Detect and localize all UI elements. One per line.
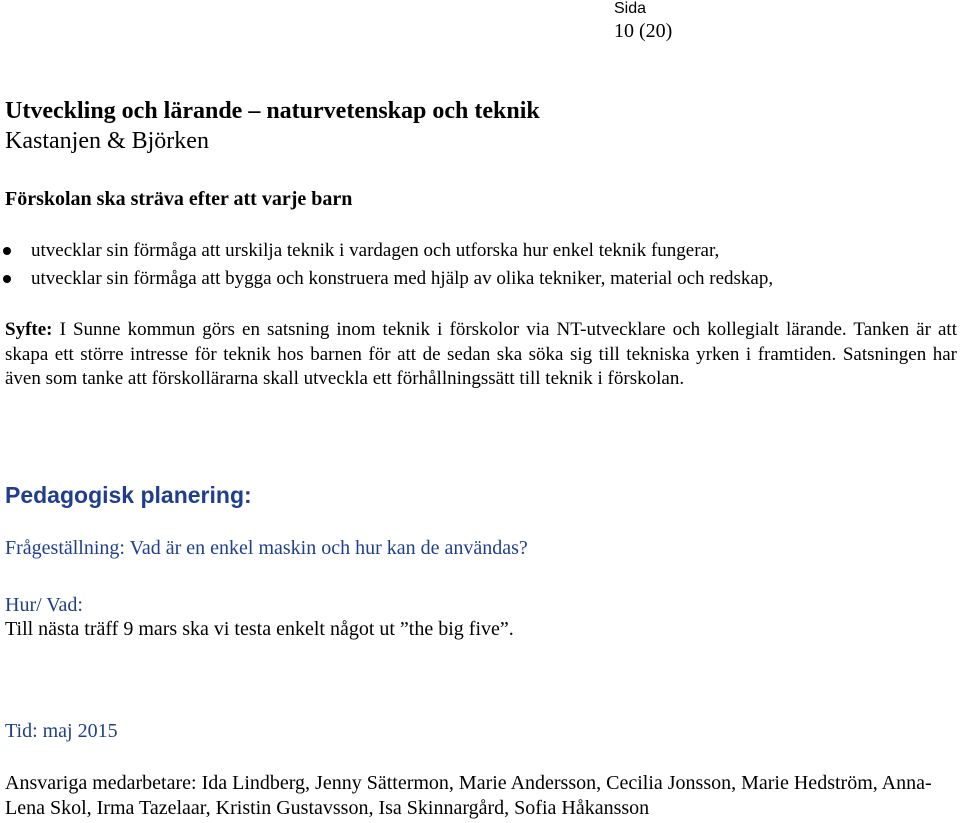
question-line: Frågeställning: Vad är en enkel maskin och hur kan de användas? <box>5 537 528 559</box>
bullet-icon <box>3 275 11 283</box>
goal-list-item <box>31 239 719 263</box>
goal-heading: Förskolan ska sträva efter att varje barn <box>5 188 353 210</box>
document-title: Utveckling och lärande – naturvetenskap och teknik <box>5 98 540 124</box>
page-number: 10 (20) <box>614 20 673 42</box>
responsible-staff: Ansvariga medarbetare: Ida Lindberg, Jenny Sättermon, Marie Andersson, Cecilia Jonsson, Marie Hedström, Anna-Lena Skol, Irma Tazelaar, Kristin Gustavsson, Isa Skinnargård, Sofia Håkansson <box>5 772 932 819</box>
bullet-icon <box>3 247 11 255</box>
how-text: Till nästa träff 9 mars ska vi testa enkelt något ut ”the big five”. <box>5 618 514 640</box>
purpose-paragraph <box>5 318 957 392</box>
purpose-label: Syfte: <box>5 319 53 340</box>
how-label: Hur/ Vad: <box>5 594 83 616</box>
planning-heading: Pedagogisk planering: <box>5 482 252 508</box>
time-line: Tid: maj 2015 <box>5 720 118 742</box>
goal-list-item <box>31 267 773 291</box>
document-subtitle: Kastanjen & Björken <box>5 128 209 154</box>
goal-text: utvecklar sin förmåga att bygga och konstruera med hjälp av olika tekniker, material och redskap, <box>31 268 774 289</box>
goal-text: utvecklar sin förmåga att urskilja teknik i vardagen och utforska hur enkel teknik fungerar, <box>31 240 720 261</box>
page-label: Sida <box>614 0 647 17</box>
purpose-text: I Sunne kommun görs en satsning inom teknik i förskolor via NT-utvecklare och kollegialt lärande. Tanken är att skapa ett större intresse för teknik hos barnen för att de sedan ska söka sig till tekniska yrken i framtiden. Satsningen har även som tanke att förskollärarna skall utveckla ett förhållningssätt till teknik i förskolan. <box>5 319 957 389</box>
